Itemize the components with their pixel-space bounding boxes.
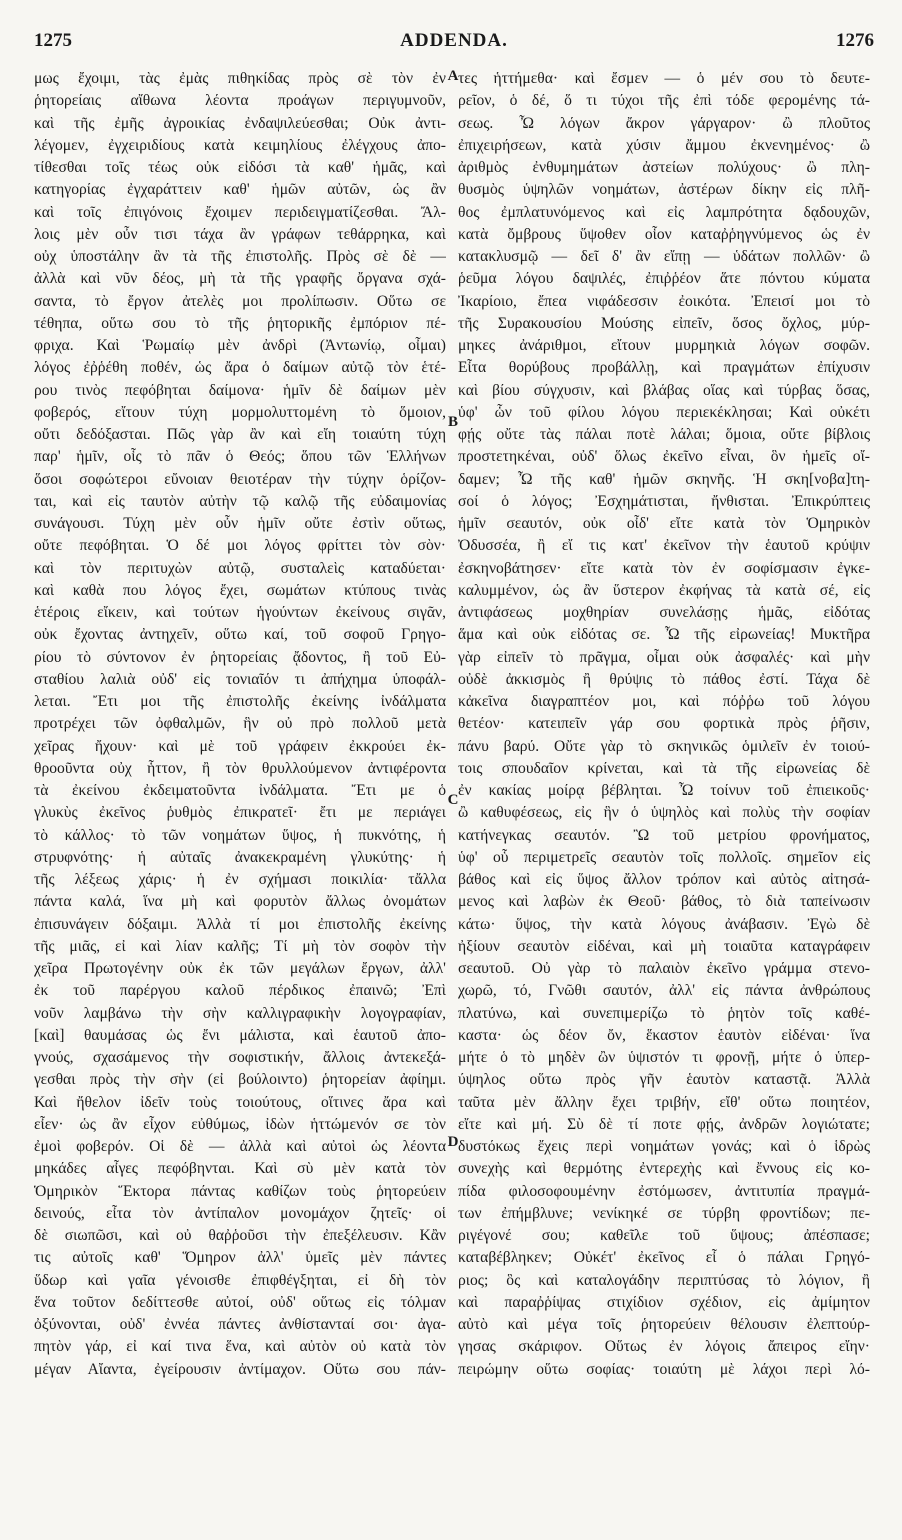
text-line: συνεχὴς καὶ θερμότης ἐντερεχὴς καὶ ἔννους εἰς κο- [458,1160,870,1178]
text-line: αὐτὸ καὶ μέγα τοῖς ῥητορεύειν θέλουσιν ἐλεπτούρ- [458,1316,870,1333]
text-line: τέθηπα, οὕτω σου τὸ τῆς ῥητορικῆς ἐμπόριον πέ- [34,314,446,332]
text-line: κατὰ ὄμβρους ὕψοθεν οἷον καταῤῥηγνύμενος ὡς ἐν [458,225,870,243]
text-line: καὶ βίου σύγχυσιν, καὶ βλάβας οἵας καὶ τύρβας ὅσας, [458,381,870,399]
text-line: δεινούς, εἶτα τὸν ἀντίπαλον μονομάχον ζητεῖς· οἱ [34,1204,446,1222]
text-line: κἀκεῖνα διαγραπτέον μοι, καὶ πόῤῥω τοῦ λόγου [458,693,870,710]
text-line: τῆς Συρακουσίου Μούσης εἰπεῖν, ὅσος ὄχλος, μύρ- [458,314,870,332]
text-line: παρ' ἡμῖν, οἷς τὸ πᾶν ὁ Θεός; ὅπου τῶν Ἑλλήνων [34,448,446,466]
text-line: σταθίου λαλιὰ οὐδ' εἰς τονιαῖόν τι ἀπήχημα ὑποφάλ- [34,670,446,688]
text-line: [καὶ] θαυμάσας ὡς ἔνι μάλιστα, καὶ ἑαυτοῦ ἀπο- [34,1026,446,1044]
margin-letter-a: A [447,68,459,84]
text-line: κατακλυσμῷ — δεῖ δ' ἂν εἴπῃ — ὑδάτων πολλῶν· ὢ [458,248,870,265]
text-line: κάτω· ὕψος, τὴν κατὰ λόγους ἀνάβασιν. Ἐγὼ δὲ [458,915,870,933]
text-line: τοις σπουδαῖον κρίνεται, καὶ τὰ τῆς εἰρωνείας δὲ [458,759,870,777]
text-line: ἀριθμὸς ἐνθυμημάτων ἀστείων πολύχους· ὢ πλη- [458,159,870,176]
right-page-number: 1276 [836,30,874,51]
text-line: κατήνεγκας σεαυτόν. Ὢ τοῦ μετρίου φρονήματος, [458,826,870,844]
text-line: ἑτέροις εἴκειν, καὶ τούτων ἡγούντων ἐκείνους σιγᾶν, [34,604,446,621]
text-line: χεῖρας ἤχουν· καὶ μὲ τοῦ γράφειν ἐκκρούει ἐκ- [34,737,446,755]
text-line: Ὀδυσσέα, ἢ εἴ τις κατ' ἐκεῖνον τὴν ἑαυτοῦ κρύψιν [458,537,870,555]
text-line: ἡμῖν σεαυτόν, οὐκ οἶδ' εἴτε κατὰ τὸν Ὁμηρικὸν [458,515,870,532]
text-line: θροοῦντα οὐχ ἧττον, ἢ τὸν θρυλλούμενον ἀντιφέροντα [34,759,446,777]
text-line: ἀντιφάσεως μοχθηρίαν συνελάσῃς ἡμᾶς, εἰδότας [458,604,870,621]
text-line: ὢ καθυφέσεως, εἰς ἣν ὁ ὑψηλὸς καὶ πολὺς τὴν σοφίαν [458,804,870,822]
text-line: σεως. Ὦ λόγων ἄκρον γάργαρον· ὢ πλοῦτος [458,114,870,132]
text-line: καστα· ὡς δέον ὄν, ἕκαστον ἑαυτὸν εἰδέναι· ἵνα [458,1026,870,1044]
text-line: εἶεν· ὡς ἂν εἶχον εὐθύμως, ἰδὼν ἡττώμενόν σε τὸν [34,1115,446,1133]
page-header [34,30,874,60]
text-line: ὅσοι σοφώτεροι εὔνοιαν θειοτέραν τὴν τύχην ὁρίζον- [34,470,446,488]
right-text-column [458,68,870,1381]
text-line: ἅμα καὶ οὐκ εἰδότας σε. Ὦ τῆς εἰρωνείας! Μυκτῆρα [458,626,870,644]
text-line: οὔτε πεφόβηται. Ὁ δέ μοι λόγος φρίττει τὸν σὸν· [34,537,446,555]
left-page-number: 1275 [34,30,72,51]
text-line: μηκες ἀνάριθμοι, εἴτουν μυρμηκιὰ λόγων σοφῶν. [458,337,870,354]
text-line: γλυκὺς ἐκεῖνος ῥυθμὸς ἐπικρατεῖ· ἔτι με περιάγει [34,804,446,822]
text-line: ἐμοὶ φοβερόν. Οἱ δὲ — ἀλλὰ καὶ αὐτοὶ ὡς λέοντα [34,1138,446,1155]
text-line: στρυφνότης· ἡ αὐταῖς ἀνακεκραμένη γλυκύτης· ἡ [34,848,446,866]
text-line: ριγέγονέ σου; καθεῖλε τοῦ ὕψους; ἀπέσπασε; [458,1227,870,1244]
text-line: λόγος ἐῤῥέθη ποθέν, ὡς ἄρα ὁ δαίμων αὐτῷ τὸν ἑτέ- [34,359,446,377]
text-line: γησας σκάριφον. Οὕτως ἐν λόγοις ἄπειρος εἴην· [458,1338,870,1356]
text-line: καὶ παραῤῥίψας στιχίδιον σχέδιον, εἰς ἀμίμητον [458,1293,870,1311]
text-line: Ὁμηρικὸν Ἕκτορα πάντας καθίζων τοὺς ῥητορεύειν [34,1182,446,1200]
text-line: οὐκ ἔχοντας ἀντηχεῖν, οὕτω καί, τοῦ σοφοῦ Γρηγο- [34,626,446,644]
text-line: ἐν κακίας μοίρᾳ βέβληται. Ὦ τοίνυν τοῦ ἐπιεικοῦς· [458,782,870,799]
text-line: ἐπιχειρήσεων, κατὰ χύσιν ἄμμου ἐκνενημένος· ὢ [458,136,870,154]
text-line: πάνυ βαρύ. Οὔτε γὰρ τὸ σκηνικῶς ὁμιλεῖν ἐν τοιού- [458,737,870,755]
text-line: των ἐπήμβλυνε; νενίκηκέ σε τύρβη φροντίδων; πε- [458,1204,870,1222]
text-line: ται, καὶ εἰς ταυτὸν αὐτὴν τῷ καλῷ τῆς εὐδαιμονίας [34,492,446,510]
text-line: τὰ ἐκείνου ἐκδειματοῦντα ἰνδάλματα. Ἔτι με ὁ [34,782,446,799]
text-line: λοις μὲν οὖν τισι τάχα ἂν γράφων τεθάρρηκα, καὶ [34,225,446,243]
text-line: χωρῶ, τό, Γνῶθι σαυτόν, ἀλλ' εἰς πάντα ἀνθρώπους [458,982,870,1000]
margin-letter-c: C [447,792,459,808]
text-line: καλυμμένον, ὡς ἂν ὕστερον ἐκφήνας τὰ κατὰ σέ, εἰς [458,581,870,599]
text-line: ὑφ' ὧν τοῦ φίλου λόγου περιεκέκλησαι; Καὶ οὐκέτι [458,403,870,421]
text-line: δὲ σιωπῶσι, καὶ οὐ θαῤῥοῦσι τὴν ἐπεξέλευσιν. Κἂν [34,1227,446,1244]
text-line: ἠξίουν σεαυτὸν εἰδέναι, καὶ μὴ τοιαῦτα καταγράφειν [458,937,870,955]
text-line: πειρώμην οὕτω σοφίας· τοιαύτη μὲ λάχοι περὶ λό- [458,1360,870,1378]
text-line: φριχα. Καὶ Ῥωμαίῳ μὲν ἀνδρὶ (Ἀντωνίῳ, οἶμαι) [34,337,446,354]
text-line: κατηγορίας ἐγχαράττειν καθ' ἡμῶν αὐτῶν, ὡς ἂν [34,181,446,199]
text-line: Ἰκαρίοιο, ἔπεα νιφάδεσσιν ἐοικότα. Ἐπεισί μοι τὸ [458,292,870,310]
text-line: θετέον· κατειπεῖν γάρ σου φορτικὰ πρὸς ῥῆσιν, [458,715,870,733]
text-line: λεται. Ἔτι μοι τῆς ἐπιστολῆς ἐκείνης ἰνδάλματα [34,693,446,710]
text-line: προτρέχει τῶν ὀφθαλμῶν, ἣν οὐ πρὸ πολλοῦ μετὰ [34,715,446,733]
text-line: πάντα καλά, ἵνα μὴ καὶ φορυτὸν ἄλλως ὀνομάτων [34,893,446,911]
text-line: γὰρ εἰπεῖν τὸ πρᾶγμα, οἶμαι οὐκ ἀσφαλές· καὶ μὴν [458,648,870,666]
text-line: νοῦν λαμβάνω τὴν σὴν καλλιγραφικὴν λογογραφίαν, [34,1004,446,1022]
text-line: Εἶτα θορύβους προβάλλῃ, καὶ πραγμάτων ἐπίχυσιν [458,359,870,377]
text-line: μενος καὶ λαβὼν ἐκ Θεοῦ· βάθος, τὸ διὰ ταπείνωσιν [458,893,870,911]
text-line: πητὸν γάρ, εἰ καί τινα ἕνα, καὶ αὐτὸν οὐ κατὰ τὸν [34,1338,446,1356]
margin-letter-d: D [447,1134,459,1150]
text-line: σαντα, τὸ ἔργον ἀτελὲς μοι προλίπωσιν. Οὕτω σε [34,292,446,310]
text-line: ρου τινὸς πεφόβηται δαίμονα· ἡμῖν δὲ δαίμων μὲν [34,381,446,399]
text-line: βάθος καὶ εἰς ὕψος ἄλλον τρόπον καὶ αὐτὸς αἰτησά- [458,871,870,888]
text-line: ύψηλος οὕτω πρὸς γῆν ἑαυτὸν καταστᾷ. Ἀλλὰ [458,1071,870,1089]
text-line: ἐκ τοῦ παρέργου καλοῦ πέρδικος ἐπαινῶ; Ἐπὶ [34,982,446,1000]
margin-letter-b: B [447,414,458,430]
text-line: θος ἐμπλατυνόμενος καὶ εἰς λαμπρότητα δᾳδουχῶν, [458,203,870,221]
text-line: καὶ τῆς ἐμῆς ἀγροικίας ἐνδαψιλεύεσθαι; Οὐκ ἀντι- [34,114,446,132]
text-line: ταῦτα μὲν ἄλλην ἔχει τριβήν, εἴθ' οὕτω ποιητέον, [458,1093,870,1111]
text-line: ἐσκηνοβάτησεν· εἴτε κατὰ τὸν ἐν σοφίσμασιν ἐγκε- [458,559,870,577]
text-line: ρεῖον, ὁ δέ, ὅ τι τύχοι τῆς ἐπὶ τόδε φερομένης τά- [458,92,870,110]
text-line: μήτε ὁ τὸ μηδὲν ὢν ὑψιστόν τι φρονῇ, μήτε ὁ ὑπερ- [458,1049,870,1066]
text-line: οὐχ ὑποστάλην ἂν τὰ τῆς ἐπιστολῆς. Πρὸς σὲ δὲ — [34,248,446,265]
text-line: τες ἡττήμεθα· καὶ ἔσμεν — ὁ μέν σου τὸ δευτε- [458,70,870,87]
text-line: σεαυτοῦ. Οὐ γὰρ τὸ παλαιὸν ἐκεῖνο γράμμα στενο- [458,960,870,977]
text-line: εἴτε καὶ μή. Σὺ δὲ τί ποτε φῄς, ἀνδρῶν λογιώτατε; [458,1115,870,1133]
text-line: οὔτι δεδόξασται. Πῶς γὰρ ἂν καὶ εἴη τοιαύτη τύχη [34,426,446,443]
text-line: συνάγουσι. Τύχη μὲν οὖν ἡμῖν οὔτε ἐστὶν οὕτως, [34,515,446,532]
text-line: καὶ καθὰ που λόγος ἔχει, σωμάτων κτύπους τινὰς [34,581,446,599]
text-line: ῥητορείαις αἴθωνα λέοντα προάγων περιγυμνοῦν, [34,92,446,110]
text-line: πίδα φιλοσοφουμένην ἐστόμωσεν, ἀντιτυπία πραγμά- [458,1182,870,1200]
text-line: ἐπισυνάγειν δόξαιμι. Ἀλλὰ τί μοι ἐπιστολῆς ἐκείνης [34,915,446,933]
running-title: ADDENDA. [400,30,508,51]
text-line: τὸ κάλλος· τὸ τῶν νοημάτων ὕψος, ἡ πυκνότης, ἡ [34,826,446,844]
text-line: καὶ τὸν περιτυχὼν αὐτῷ, συσταλεὶς καταδύεται· [34,559,446,577]
text-line: καταβέβληκεν; Οὐκέτ' ἐκεῖνος εἶ ὁ πάλαι Γρηγό- [458,1249,870,1267]
text-line: ὀξύνονται, οὐδ' ἐννέα πάντες ἀνθίστανταί σοι· ἀγα- [34,1316,446,1333]
text-line: ῥεῦμα λόγου δαψιλές, ἐπιῤῥέον ἅτε πόντου κύματα [458,270,870,288]
text-line: μηκάδες αἶγες πεφόβηνται. Καὶ σὺ μὲν κατὰ τὸν [34,1160,446,1178]
text-line: φῄς οὔτε τὰς πάλαι ποτὲ λάλαι; ὅμοια, οὔτε βίβλοις [458,426,870,443]
text-line: οὐδὲ ἀκκισμὸς ἢ θρύψις τὸ πάθος ἐστί. Τάχα δὲ [458,670,870,688]
text-line: μως ἔχοιμι, τὰς ἐμὰς πιθηκίδας πρὸς σὲ τὸν ἐν [34,70,446,87]
text-line: μέγαν Αἴαντα, ἐγείρουσιν ἀντίμαχον. Οὕτω σου πάν- [34,1360,446,1378]
text-line: ἕνα τοῦτον δεδίττεσθε αὐτοί, οὐδ' οὕτως εἰς τόλμαν [34,1293,446,1311]
text-line: προστετηκέναι, οὐδ' ὅλως ἐκεῖνο εἶναι, ὃν ἡμεῖς οἴ- [458,448,870,466]
text-line: ἀλλὰ καὶ νῦν δέος, μὴ τὰ τῆς γραφῆς ὄργανα σχά- [34,270,446,288]
text-line: πλατύνω, καὶ συνεπιμερίζω τὸ ῥητὸν τοῖς καθέ- [458,1004,870,1022]
text-line: ρίου τὸ σύντονον ἐν ῥητορείαις ᾄδοντος, ἢ τοῦ Εὐ- [34,648,446,666]
text-line: Καὶ ἤθελον ἰδεῖν τοὺς τοιούτους, οἵτινες ἄρα καὶ [34,1093,446,1111]
text-line: ὑφ' οὗ περιμετρεῖς σεαυτὸν τοῖς πολλοῖς. σημεῖον εἰς [458,848,870,866]
text-line: ὕδωρ καὶ γαῖα γένοισθε ἐπιφθέγξηται, εἰ δὴ τὸν [34,1271,446,1289]
text-line: ριος; ὃς καὶ καταλογάδην περιπτύσας τὸ λόγιον, ἢ [458,1271,870,1289]
left-text-column [34,68,446,1381]
text-line: σοί ὁ λόγος; Ἐσχημάτισται, ἤνθισται. Ἐπικρύπτεις [458,492,870,510]
text-line: χεῖρα Πρωτογένην οὐκ ἐκ τῶν μεγάλων ἔργων, ἀλλ' [34,960,446,977]
text-line: δαμεν; Ὦ τῆς καθ' ἡμῶν σκηνῆς. Ἡ σκη[νοβα]τη- [458,470,870,488]
text-line: θυσμὸς ὑψηλῶν νοημάτων, ἀστέρων δίκην εἰς πλῆ- [458,181,870,199]
text-line: γνούς, σχασάμενος τὴν σοφιστικήν, ἄλλοις ἀντεκεξά- [34,1049,446,1066]
text-line: καὶ τοῖς ἐπιγόνοις ἔχοιμεν περιδειγματίζεσθαι. Ἄλ- [34,203,446,221]
text-line: τις αὐτοῖς καθ' Ὅμηρον ἀλλ' ὑμεῖς μὲν πάντες [34,1249,446,1267]
text-line: γεσθαι πρὸς τὴν σὴν (εἰ βούλοιντο) ῥητορείαν ἀφίημι. [34,1071,446,1089]
text-line: λέγομεν, ἐγχειριδίους κατὰ κειμηλίους ἐλέγχους ἀπο- [34,136,446,154]
text-line: τίθεσθαι τοῖς τέως οὐκ εἰδόσι τὰ καθ' ἡμᾶς, καὶ [34,159,446,176]
text-line: τῆς λέξεως χάρις· ἡ ἐν σχήμασι ποικιλία· τἄλλα [34,871,446,888]
text-line: φοβερός, εἴτουν τύχη μορμολυττομένη τὸ ὅμοιον, [34,403,446,421]
text-line: τῆς μιᾶς, εἰ καὶ λίαν καλῆς; Τί μὴ τὸν σοφὸν τὴν [34,937,446,955]
text-line: δυστόκως ἔχεις περὶ νοημάτων γονάς; καὶ ὁ ἱδρὼς [458,1138,870,1155]
